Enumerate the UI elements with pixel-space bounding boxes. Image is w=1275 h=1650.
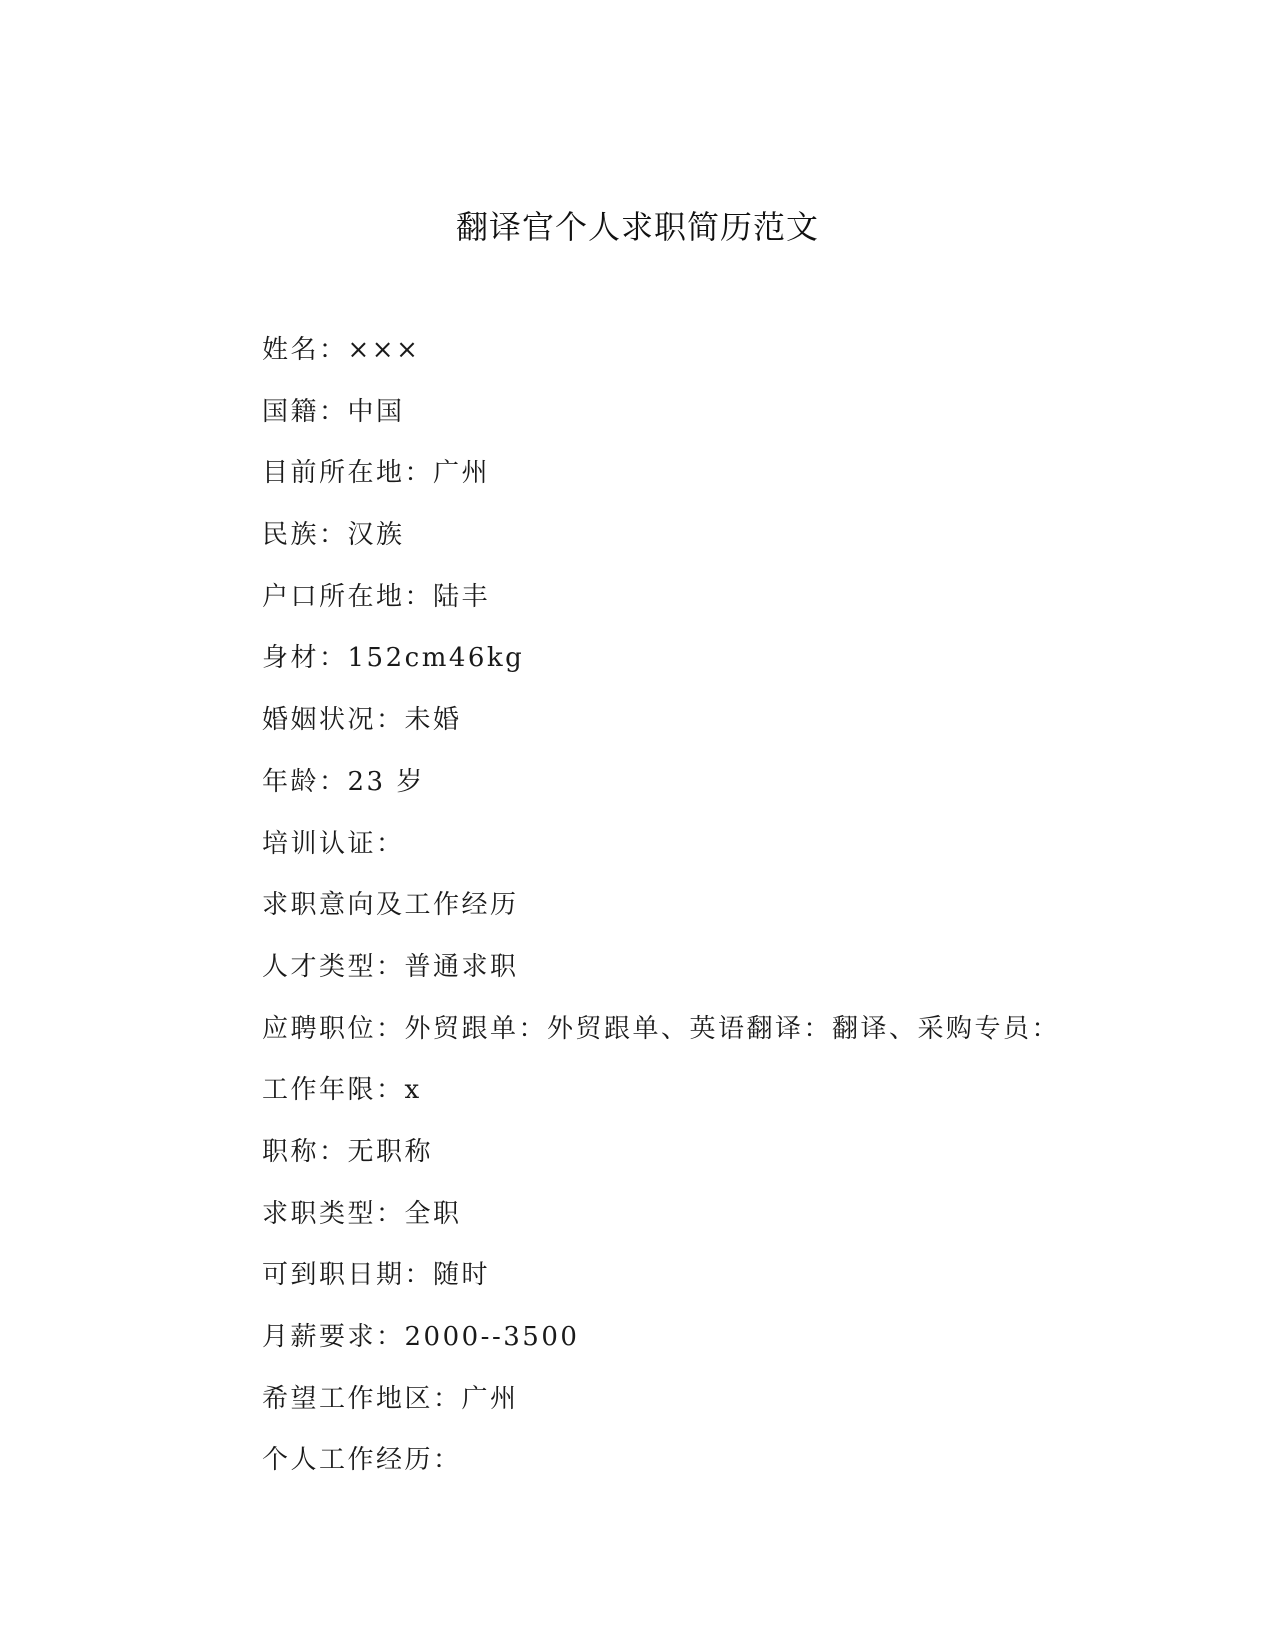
line-ethnicity: 民族：汉族: [262, 520, 405, 551]
document-title: 翻译官个人求职简历范文: [455, 208, 819, 246]
line-name: 姓名：×××: [262, 335, 421, 365]
line-nationality: 国籍：中国: [262, 396, 405, 427]
line-household-registration: 户口所在地：陆丰: [262, 581, 491, 612]
line-work-history: 个人工作经历：: [262, 1445, 462, 1476]
line-job-type: 求职类型：全职: [262, 1198, 462, 1229]
line-years-experience: 工作年限：x: [262, 1075, 422, 1106]
line-age: 年龄：23 岁: [262, 766, 425, 797]
line-salary: 月薪要求：2000--3500: [262, 1322, 580, 1352]
resume-lines: [262, 328, 1222, 1500]
line-preferred-region: 希望工作地区：广州: [262, 1383, 519, 1414]
line-certifications: 培训认证：: [262, 828, 405, 859]
line-current-location: 目前所在地：广州: [262, 458, 491, 489]
line-section-intent: 求职意向及工作经历: [262, 890, 519, 921]
line-start-date: 可到职日期：随时: [262, 1260, 491, 1291]
line-talent-type: 人才类型：普通求职: [262, 951, 519, 982]
line-professional-title: 职称：无职称: [262, 1136, 434, 1167]
line-positions: 应聘职位：外贸跟单：外贸跟单、英语翻译：翻译、采购专员：: [262, 1013, 1061, 1044]
line-physique: 身材：152cm46kg: [262, 643, 525, 674]
line-marital-status: 婚姻状况：未婚: [262, 705, 462, 736]
